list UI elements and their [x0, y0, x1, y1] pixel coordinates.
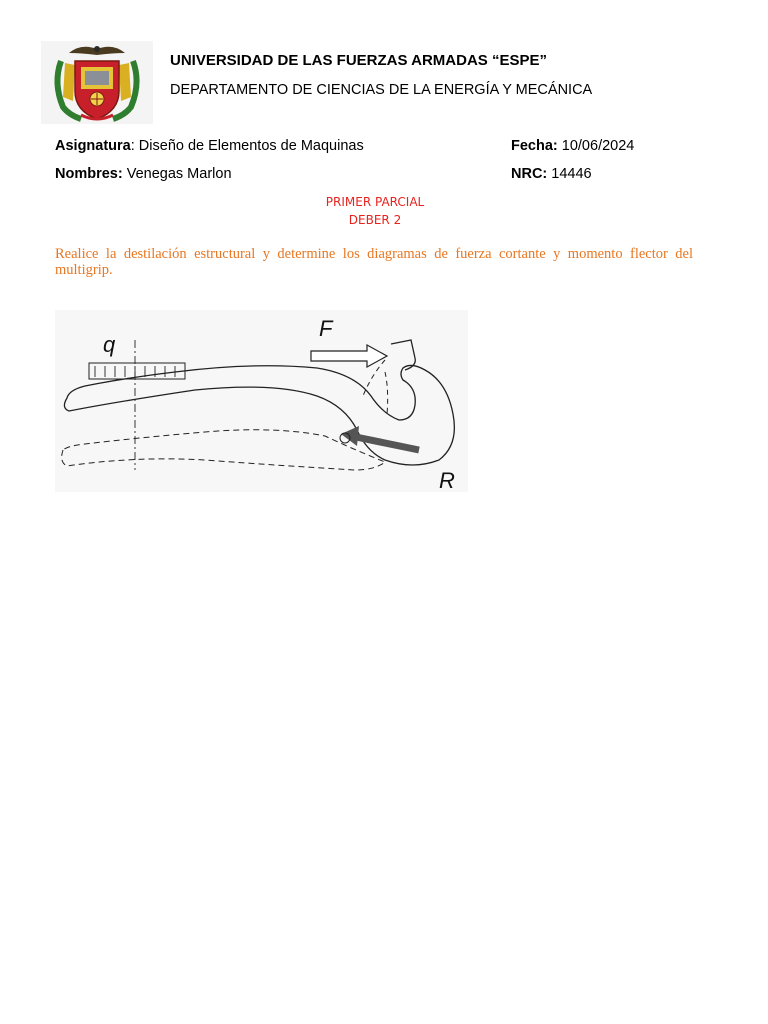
- nombres-value: Venegas Marlon: [122, 166, 232, 182]
- fecha-field: [511, 138, 634, 154]
- label-q: q: [103, 332, 116, 357]
- exam-subtitle: DEBER 2: [348, 213, 402, 227]
- label-r: R: [439, 468, 455, 492]
- nrc-label: NRC:: [511, 166, 548, 182]
- asignatura-field: [55, 138, 364, 154]
- department-title: DEPARTAMENTO DE CIENCIAS DE LA ENERGÍA Y MECÁNICA: [170, 82, 593, 98]
- asignatura-value: : Diseño de Elementos de Maquinas: [130, 138, 364, 154]
- university-logo: [41, 41, 153, 124]
- nrc-value: 14446: [547, 166, 592, 182]
- asignatura-label: Asignatura: [55, 138, 131, 154]
- label-f: F: [319, 316, 333, 341]
- nombres-field: [55, 166, 232, 182]
- nrc-field: [511, 166, 592, 182]
- university-title: UNIVERSIDAD DE LAS FUERZAS ARMADAS “ESPE”: [170, 52, 547, 69]
- exam-title: PRIMER PARCIAL: [325, 195, 425, 209]
- instructions-text: Realice la destilación estructural y determine los diagramas de fuerza cortante y momento flector del multigrip.: [55, 246, 693, 278]
- fecha-label: Fecha:: [511, 138, 558, 154]
- multigrip-diagram: [55, 310, 468, 492]
- nombres-label: Nombres:: [55, 166, 123, 182]
- fecha-value: 10/06/2024: [557, 138, 635, 154]
